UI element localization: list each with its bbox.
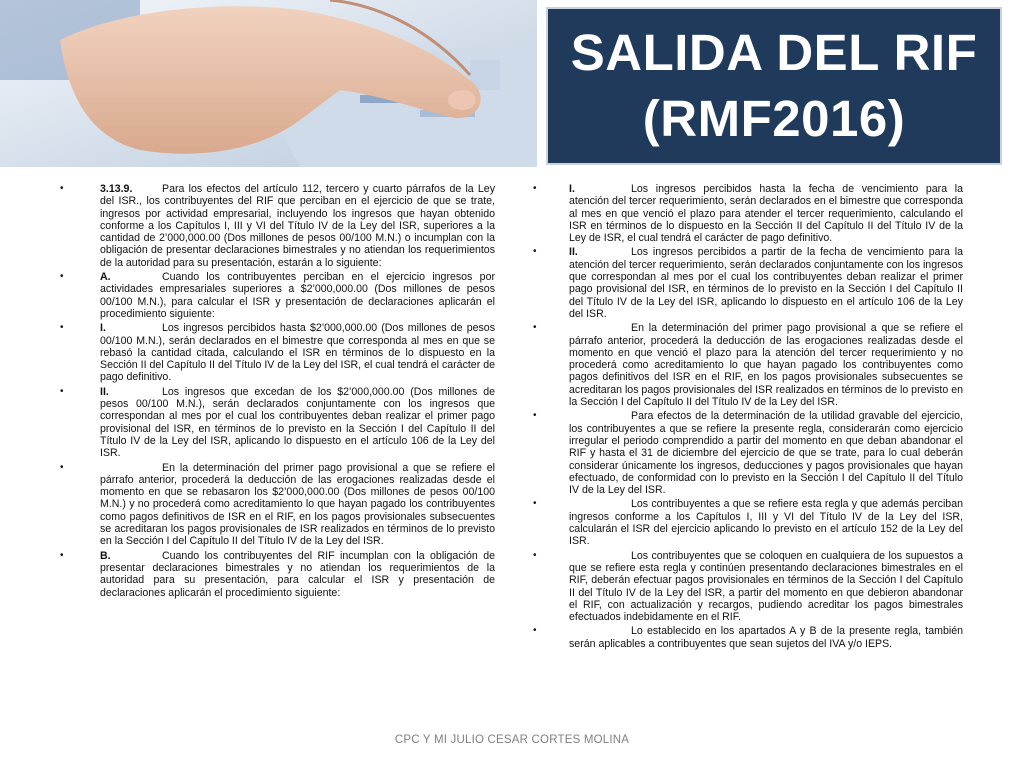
title-line-1: SALIDA DEL RIF xyxy=(570,24,978,81)
item-text: Cuando los contribuyentes perciban en el ejercicio ingresos por actividades empresariales superiores a $2’000,000.00 (Dos millones de pesos 00/100 M.N.), para calcular el ISR y presentación de declaraciones aplicarán el procedimiento siguiente: xyxy=(100,271,495,320)
list-item xyxy=(529,246,963,320)
item-text: Para los efectos del artículo 112, tercero y cuarto párrafos de la Ley del ISR., los contribuyentes del RIF que perciban en el ejercicio de que se trate, ingresos por actividad empresarial, incluyendo los ingresos que hayan obtenido conforme a los Capítulos I, III y VI del Título IV de la Ley del ISR, superiores a la cantidad de 2’000,000.00 (Dos millones de pesos 00/100 M.N.) o incumplan con la obligación de presentar declaraciones bimestrales y no atiendan los requerimientos de la autoridad para su presentación, estarán a lo siguiente: xyxy=(100,183,495,269)
list-item xyxy=(56,462,495,548)
item-text: Los ingresos percibidos hasta la fecha de vencimiento para la atención del tercer requerimiento, serán declarados en el bimestre que corresponda al mes en que venció el plazo para atender el tercer requerimiento, calculando el ISR en términos de lo dispuesto en la Sección II del Capítulo II del Título IV de la Ley de ISR, el cual tendrá el carácter de pago definitivo. xyxy=(569,183,963,245)
bullet-icon: • xyxy=(533,549,537,561)
bullet-icon: • xyxy=(60,385,64,397)
bullet-icon: • xyxy=(533,322,537,334)
bullet-icon: • xyxy=(60,549,64,561)
item-label: B. xyxy=(100,549,111,562)
item-text: En la determinación del primer pago provisional a que se refiere el párrafo anterior, procederá la deducción de las erogaciones realizadas desde el momento en que se rebasaron los $2’000,000.00 (Dos millones de pesos 00/100 M.N.) y no procederá como acreditamiento lo que hayan pagado los contribuyentes como pagos definitivos de ISR en el RIF, en los pagos provisionales subsecuentes se acreditaran los pagos provisionales de ISR realizados en términos de lo previsto en la Sección I del Capítulo II del Título IV de la Ley del ISR. xyxy=(100,461,495,548)
list-item xyxy=(56,322,495,383)
right-column xyxy=(529,183,963,652)
bullet-icon: • xyxy=(533,625,537,637)
list-item xyxy=(529,625,963,650)
bullet-icon: • xyxy=(533,498,537,510)
bullet-icon: • xyxy=(533,183,537,194)
item-text: Los ingresos percibidos a partir de la fecha de vencimiento para la atención del tercer requerimiento, serán declarados conjuntamente con los ingresos que correspondan al mes por el cual los contribuyentes deban realizar el primer pago provisional del ISR, en términos de lo previsto en la Sección I del Capítulo II del Título IV de la Ley del ISR, aplicando lo dispuesto en el artículo 106 de la Ley del ISR. xyxy=(569,246,963,320)
list-item xyxy=(56,550,495,599)
hand-touching-screen-image xyxy=(0,0,537,167)
item-label: I. xyxy=(569,183,575,195)
bullet-icon: • xyxy=(60,461,64,473)
bullet-icon: • xyxy=(533,246,537,258)
item-text: Cuando los contribuyentes del RIF incumplan con la obligación de presentar declaraciones bimestrales y no atiendan los requerimientos de la autoridad para su presentación, para calcular el ISR y presentación de declaraciones aplicarán el procedimiento siguiente: xyxy=(100,549,495,599)
title-line-2: (RMF2016) xyxy=(642,90,906,147)
title-box xyxy=(546,7,1002,165)
item-label: A. xyxy=(100,271,111,284)
item-text: Los contribuyentes a que se refiere esta regla y que además perciban ingresos conforme a los Capítulos I, III y VI del Título IV de la Ley del ISR, calcularán el ISR del ejercicio aplicando lo previsto en el artículo 152 de la Ley del ISR. xyxy=(569,498,963,548)
item-text: En la determinación del primer pago provisional a que se refiere el párrafo anterior, procederá la deducción de las erogaciones realizadas desde el momento en que venció el plazo para la atención del tercer requerimiento y no procederá como acreditamiento lo que hayan pagado los contribuyentes como pagos definitivos del ISR en el RIF, en los pagos provisionales subsecuentes se acreditaran los pagos provisionales del ISR realizados en términos de lo previsto en la Sección I del Capítulo II del Título IV de la Ley del ISR. xyxy=(569,322,963,409)
list-item xyxy=(56,271,495,320)
list-item xyxy=(529,550,963,624)
list-item xyxy=(529,410,963,496)
list-item xyxy=(529,498,963,547)
item-label: 3.13.9. xyxy=(100,183,133,195)
list-item xyxy=(56,386,495,460)
bullet-icon: • xyxy=(60,183,64,194)
item-label: I. xyxy=(100,322,106,335)
list-item xyxy=(529,322,963,408)
slide-title xyxy=(571,20,978,152)
item-text: Para efectos de la determinación de la utilidad gravable del ejercicio, los contribuyentes a que se refiere la presente regla, considerarán como ejercicio irregular el periodo comprendido a partir del momento en que deban abandonar el RIF y hasta el 31 de diciembre del ejercicio de que se trate, para lo cual deberán considerar únicamente los ingresos, deducciones y pagos provisionales que hayan efectuado, de conformidad con lo previsto en la Sección I del Capítulo II del Título IV de la Ley del ISR. xyxy=(569,410,963,497)
item-text: Los ingresos que excedan de los $2’000,000.00 (Dos millones de pesos 00/100 M.N.), serán declarados conjuntamente con los ingresos que correspondan al mes por el cual los contribuyentes deban realizar el primer pago provisional del ISR, en términos de lo previsto en la Sección I del Capítulo II del Título IV de la Ley del ISR, aplicando lo dispuesto en el artículo 106 de la Ley del ISR. xyxy=(100,385,495,460)
list-item xyxy=(56,183,495,269)
item-label: II. xyxy=(569,246,578,259)
bullet-icon: • xyxy=(533,410,537,422)
item-text: Los contribuyentes que se coloquen en cualquiera de los supuestos a que se refiere esta regla y continúen presentando declaraciones bimestrales en el RIF, deberán efectuar pagos provisionales en términos de la Sección I del Capítulo II del Título IV de la Ley del ISR, a partir del momento en que debieron abandonar el RIF, con actualización y recargos, pudiendo acreditar los pagos bimestrales efectuados indebidamente en el RIF. xyxy=(569,549,963,624)
left-column xyxy=(56,183,495,601)
item-text: Los ingresos percibidos hasta $2’000,000.00 (Dos millones de pesos 00/100 M.N.), serán declarados en el bimestre que corresponda al mes en que se rebasó la cantidad citada, calculando el ISR en términos de lo dispuesto en la Sección II del Capítulo II del Título IV de la Ley del ISR, el cual tendrá el carácter de pago definitivo. xyxy=(100,322,495,384)
bullet-icon: • xyxy=(60,271,64,283)
list-item xyxy=(529,183,963,244)
header-photo xyxy=(0,0,537,167)
item-text: Lo establecido en los apartados A y B de la presente regla, también serán aplicables a contribuyentes que sean sujetos del IVA y/o IEPS. xyxy=(569,625,963,650)
bullet-icon: • xyxy=(60,322,64,334)
footer-author: CPC Y MI JULIO CESAR CORTES MOLINA xyxy=(394,734,630,746)
item-label: II. xyxy=(100,385,109,398)
